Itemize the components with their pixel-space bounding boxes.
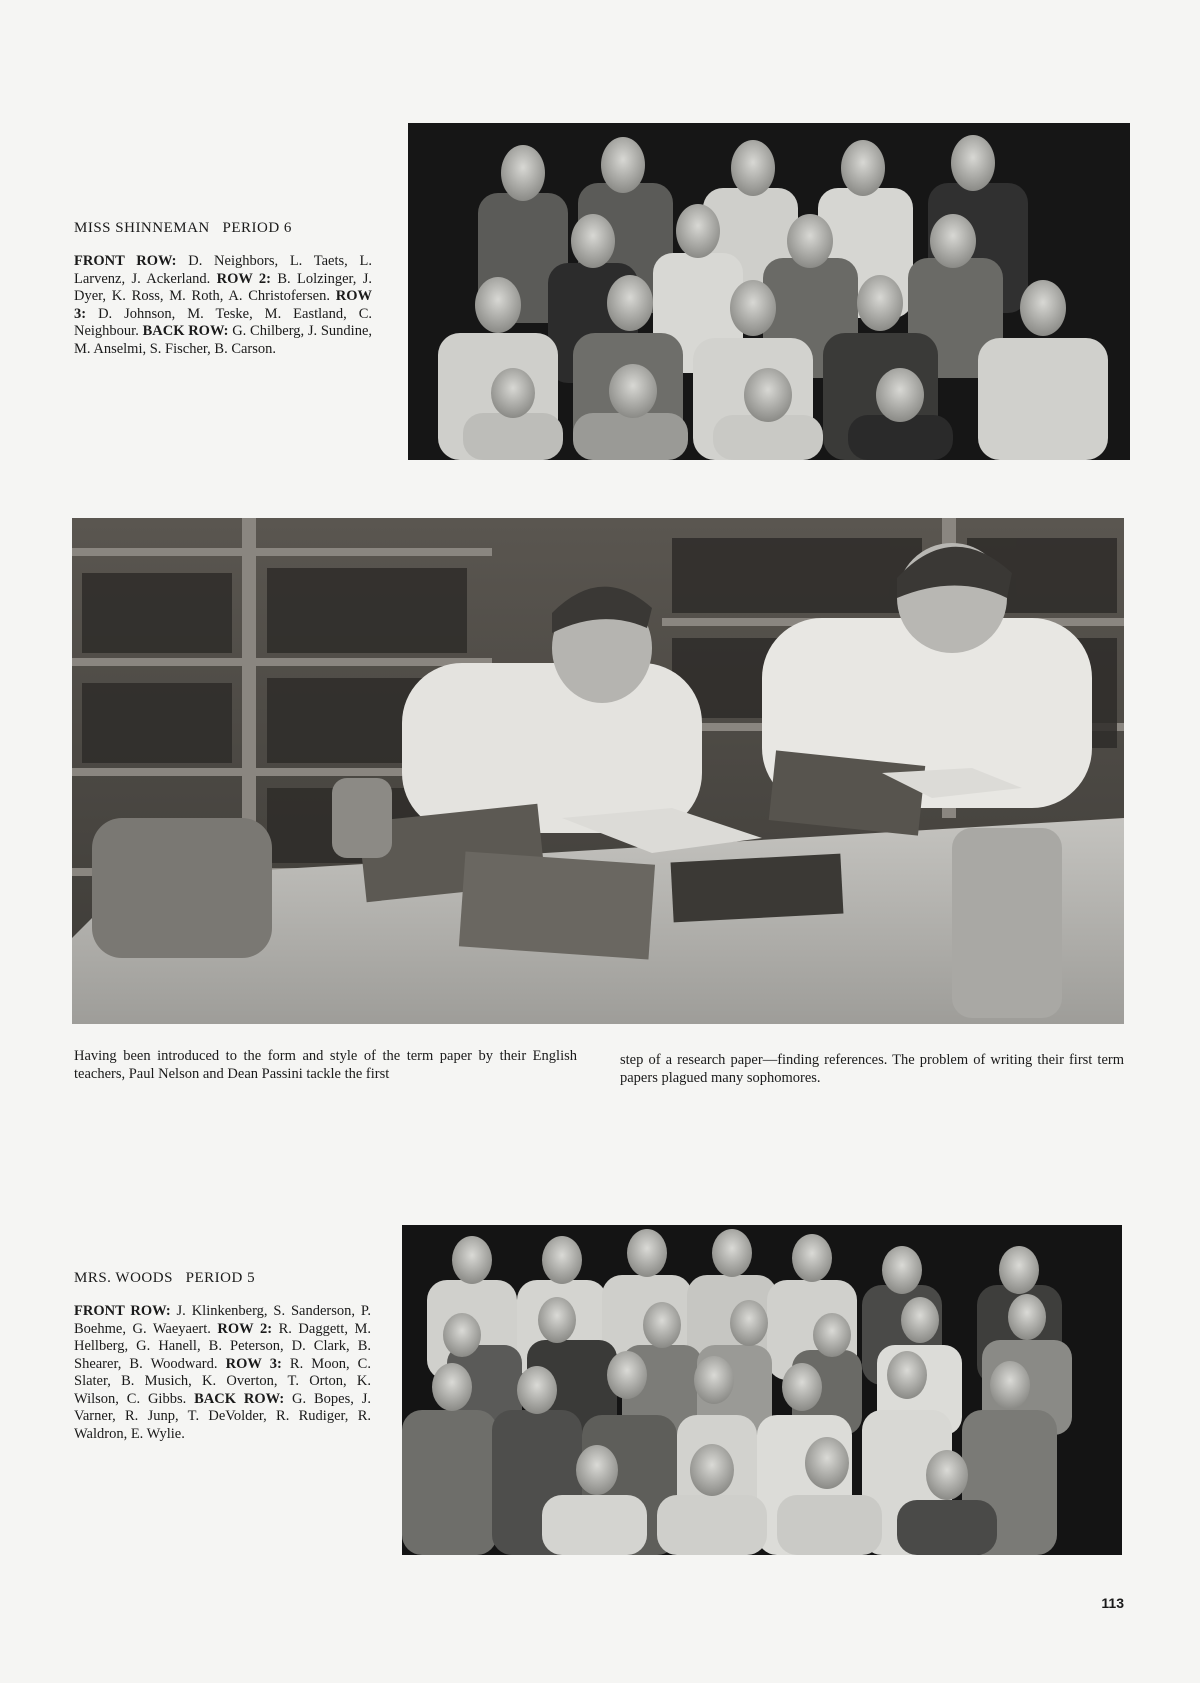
row-names: D. Neighbors, L. Taets, L. Larvenz, J. Ackerland. — [74, 253, 372, 287]
row-label: ROW 3: — [74, 288, 372, 322]
class-heading: MRS. WOODS PERIOD 5 — [74, 1270, 256, 1286]
row-names: B. Lolzinger, J. Dyer, K. Ross, M. Roth, A. Christofersen. — [74, 270, 372, 304]
row-label: FRONT ROW: — [74, 253, 177, 269]
class-photo-period-5 — [402, 1225, 1122, 1555]
roster-text — [74, 253, 372, 358]
row-names: J. Klinkenberg, S. Sanderson, P. Boehme, G. Waeyaert. — [74, 1303, 371, 1337]
row-label: FRONT ROW: — [74, 1303, 171, 1319]
row-label: ROW 2: — [217, 1320, 273, 1337]
page-number: 113 — [1101, 1595, 1124, 1611]
library-study-photo — [72, 518, 1124, 1024]
class-heading: MISS SHINNEMAN PERIOD 6 — [74, 220, 292, 236]
row-names: D. Johnson, M. Teske, M. Eastland, C. Neighbour. — [74, 305, 372, 339]
class-photo-period-6 — [408, 123, 1130, 460]
row-label: BACK ROW: — [142, 323, 229, 339]
row-names: G. Bopes, J. Varner, R. Junp, T. DeVolder, R. Rudiger, R. Waldron, E. Wylie. — [74, 1390, 372, 1442]
row-names: R. Daggett, M. Hellberg, G. Hanell, B. Peterson, D. Clark, B. Shearer, B. Woodward. — [74, 1320, 371, 1372]
row-label: ROW 3: — [225, 1355, 282, 1372]
row-names: R. Moon, C. Slater, B. Musich, K. Overton, T. Orton, K. Wilson, C. Gibbs. — [74, 1355, 371, 1407]
row-label: ROW 2: — [216, 270, 272, 287]
caption-left: Having been introduced to the form and style of the term paper by their English teachers, Paul Nelson and Dean Passini tackle the first — [74, 1048, 577, 1082]
caption-right: step of a research paper—finding references. The problem of writing their first term papers plagued many sophomores. — [620, 1052, 1124, 1086]
roster-text — [74, 1303, 371, 1443]
row-names: G. Chilberg, J. Sundine, M. Anselmi, S. Fischer, B. Carson. — [74, 323, 373, 357]
section-woods — [74, 1270, 371, 1443]
row-label: BACK ROW: — [194, 1390, 285, 1407]
section-shinneman — [74, 220, 372, 358]
